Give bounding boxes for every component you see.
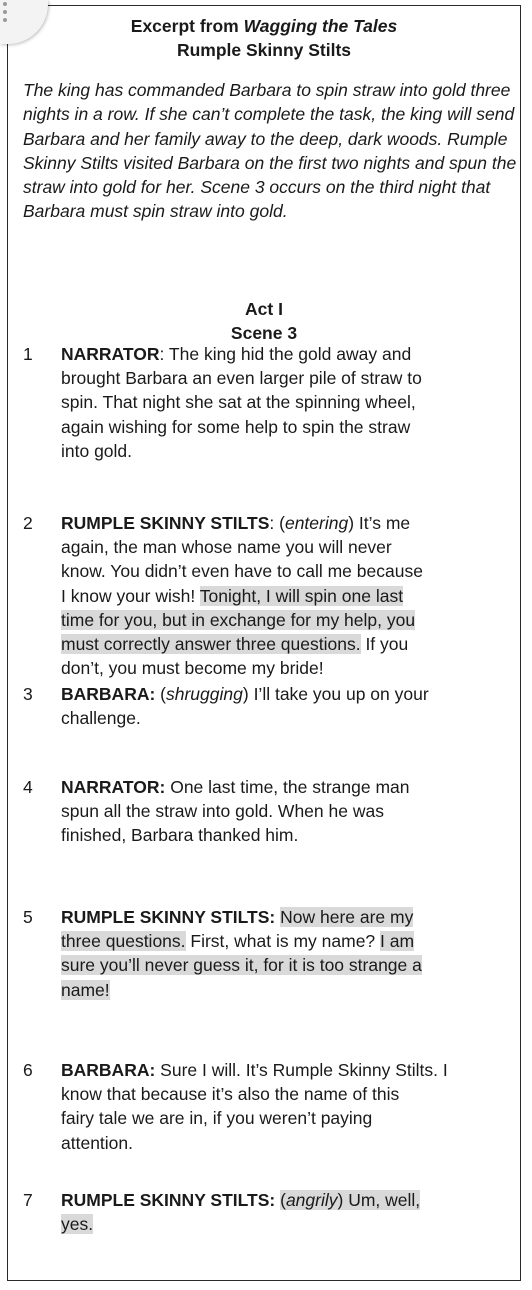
dialogue-text: know. You didn’t even have to call me because (61, 561, 423, 582)
line-text (61, 656, 324, 680)
script-line-3-row-1 (8, 682, 522, 706)
line-text (61, 342, 411, 366)
script-line-5-row-3 (8, 953, 522, 977)
dialogue-text: challenge. (61, 708, 141, 729)
dialogue-text: attention. (61, 1132, 133, 1153)
line-text (61, 799, 384, 823)
play-title: Rumple Skinny Stilts (176, 40, 352, 60)
line-text (61, 608, 415, 632)
speaker-name: RUMPLE SKINNY STILTS: (61, 907, 276, 927)
script-line-5-row-2 (8, 929, 522, 953)
dialogue-text: into gold. (61, 440, 133, 461)
script-line-5-row-1 (8, 905, 522, 929)
speaker-name: BARBARA: (61, 684, 156, 704)
script-line-1-row-5 (8, 439, 522, 463)
highlighted-text: yes. (61, 1214, 94, 1235)
highlighted-text: sure you’ll never guess it, for it is too strange a (61, 955, 422, 976)
act-heading: Act I (245, 299, 283, 319)
script-line-2-row-3 (8, 559, 522, 583)
line-number: 1 (23, 344, 33, 364)
source-title: Wagging the Tales (243, 16, 398, 36)
excerpt-heading: Excerpt from Wagging the Tales (130, 16, 398, 36)
script-line-2-row-4 (8, 584, 522, 608)
line-text (61, 1058, 448, 1082)
speaker-name: NARRATOR: (61, 777, 166, 797)
highlighted-text: three questions. (61, 931, 186, 952)
line-text (61, 823, 298, 847)
script-line-4-row-2 (8, 799, 522, 823)
highlighted-text: Now here are my (280, 907, 414, 927)
script-line-3-row-2 (8, 706, 522, 730)
dialogue-text: : ( (269, 513, 285, 533)
line-text (61, 682, 429, 706)
highlighted-text: must correctly answer three questions. (61, 634, 361, 654)
dialogue-text: One last time, the strange man (165, 777, 410, 797)
script-line-7-row-1 (8, 1188, 522, 1212)
line-text (61, 706, 141, 730)
script-line-1-row-2 (8, 366, 522, 390)
highlighted-text: ) Um, well, (337, 1190, 421, 1210)
line-text (61, 953, 422, 977)
line-text (61, 1188, 420, 1212)
script-line-4-row-1 (8, 775, 522, 799)
dialogue-text: If you (360, 634, 409, 654)
script-line-2-row-1 (8, 511, 522, 535)
script-line-1-row-1 (8, 342, 522, 366)
dialogue-text: brought Barbara an even larger pile of straw to (61, 368, 422, 389)
line-text (61, 632, 408, 656)
dialogue-text: don’t, you must become my bride! (61, 658, 324, 679)
line-text (61, 415, 410, 439)
dialogue-text: finished, Barbara thanked him. (61, 825, 299, 846)
script-line-6-row-4 (8, 1131, 522, 1155)
speaker-name: RUMPLE SKINNY STILTS: (61, 1190, 276, 1210)
line-text (61, 775, 410, 799)
speaker-name: RUMPLE SKINNY STILTS (61, 513, 270, 533)
script-line-1-row-4 (8, 415, 522, 439)
highlighted-text: ( (280, 1190, 286, 1210)
line-text (61, 978, 110, 1002)
line-number: 3 (23, 684, 33, 704)
line-text (61, 366, 422, 390)
highlighted-text: name! (61, 979, 110, 1000)
line-text (61, 535, 392, 559)
highlighted-text: Tonight, I will spin one last (199, 585, 404, 606)
script-line-6-row-1 (8, 1058, 522, 1082)
line-text (61, 390, 416, 414)
dialogue-text: spin. That night she sat at the spinning wheel, (61, 392, 416, 413)
scene-heading: Scene 3 (230, 323, 298, 343)
script-line-4-row-3 (8, 823, 522, 847)
line-number: 7 (23, 1190, 33, 1210)
line-text (61, 929, 414, 953)
script-line-2-row-2 (8, 535, 522, 559)
line-text (61, 439, 132, 463)
dialogue-text: I know your wish! (61, 585, 200, 606)
dialogue-text: ) It’s me (348, 513, 411, 533)
line-text (61, 1131, 133, 1155)
script-line-1-row-3 (8, 390, 522, 414)
passage-frame (7, 5, 521, 1281)
script-line-7-row-2 (8, 1212, 522, 1236)
dialogue-text: know that because it’s also the name of this (61, 1084, 400, 1105)
grip-dots-icon (3, 2, 7, 22)
dialogue-text: ) I’ll take you up on your (242, 684, 429, 704)
highlighted-text: time for you, but in exchange for my help, you (61, 609, 416, 630)
line-text (61, 1082, 399, 1106)
dialogue-text: fairy tale we are in, if you weren’t paying (61, 1108, 373, 1129)
dialogue-text: : The king hid the gold away and (159, 344, 412, 364)
highlighted-text: I am (380, 931, 415, 952)
speaker-name: NARRATOR (61, 344, 160, 364)
script-line-6-row-3 (8, 1106, 522, 1130)
dialogue-text: again wishing for some help to spin the straw (61, 416, 411, 437)
dialogue-text: ( (155, 684, 166, 704)
line-text (61, 905, 413, 929)
line-number: 5 (23, 907, 33, 927)
line-text (61, 1106, 372, 1130)
intro-paragraph: The king has commanded Barbara to spin straw into gold three nights in a row. If she can’t complete the task, the king will send Barbara and her family away to the deep, dark woods. Rumple Skinny Stilts visited Barbara on the first two nights and spun the straw into gold for her. Scene 3 occurs on the third night that Barbara must spin straw into gold. (23, 80, 517, 222)
script-line-2-row-7 (8, 656, 522, 680)
highlighted-text: angrily (285, 1190, 338, 1210)
dialogue-text: First, what is my name? (185, 931, 381, 952)
line-text (61, 584, 403, 608)
line-text (61, 1212, 93, 1236)
dialogue-text: again, the man whose name you will never (61, 537, 392, 558)
line-number: 6 (23, 1060, 33, 1080)
dialogue-text: entering (284, 513, 349, 533)
dialogue-text: Sure I will. It’s Rumple Skinny Stilts. I (155, 1060, 448, 1080)
script-line-2-row-5 (8, 608, 522, 632)
script-line-5-row-4 (8, 978, 522, 1002)
line-number: 2 (23, 513, 33, 533)
line-number: 4 (23, 777, 33, 797)
dialogue-text: spun all the straw into gold. When he was (61, 801, 384, 822)
dialogue-text: shrugging (166, 684, 243, 704)
speaker-name: BARBARA: (61, 1060, 156, 1080)
script-line-2-row-6 (8, 632, 522, 656)
line-text (61, 559, 423, 583)
script-line-6-row-2 (8, 1082, 522, 1106)
line-text (61, 511, 410, 535)
